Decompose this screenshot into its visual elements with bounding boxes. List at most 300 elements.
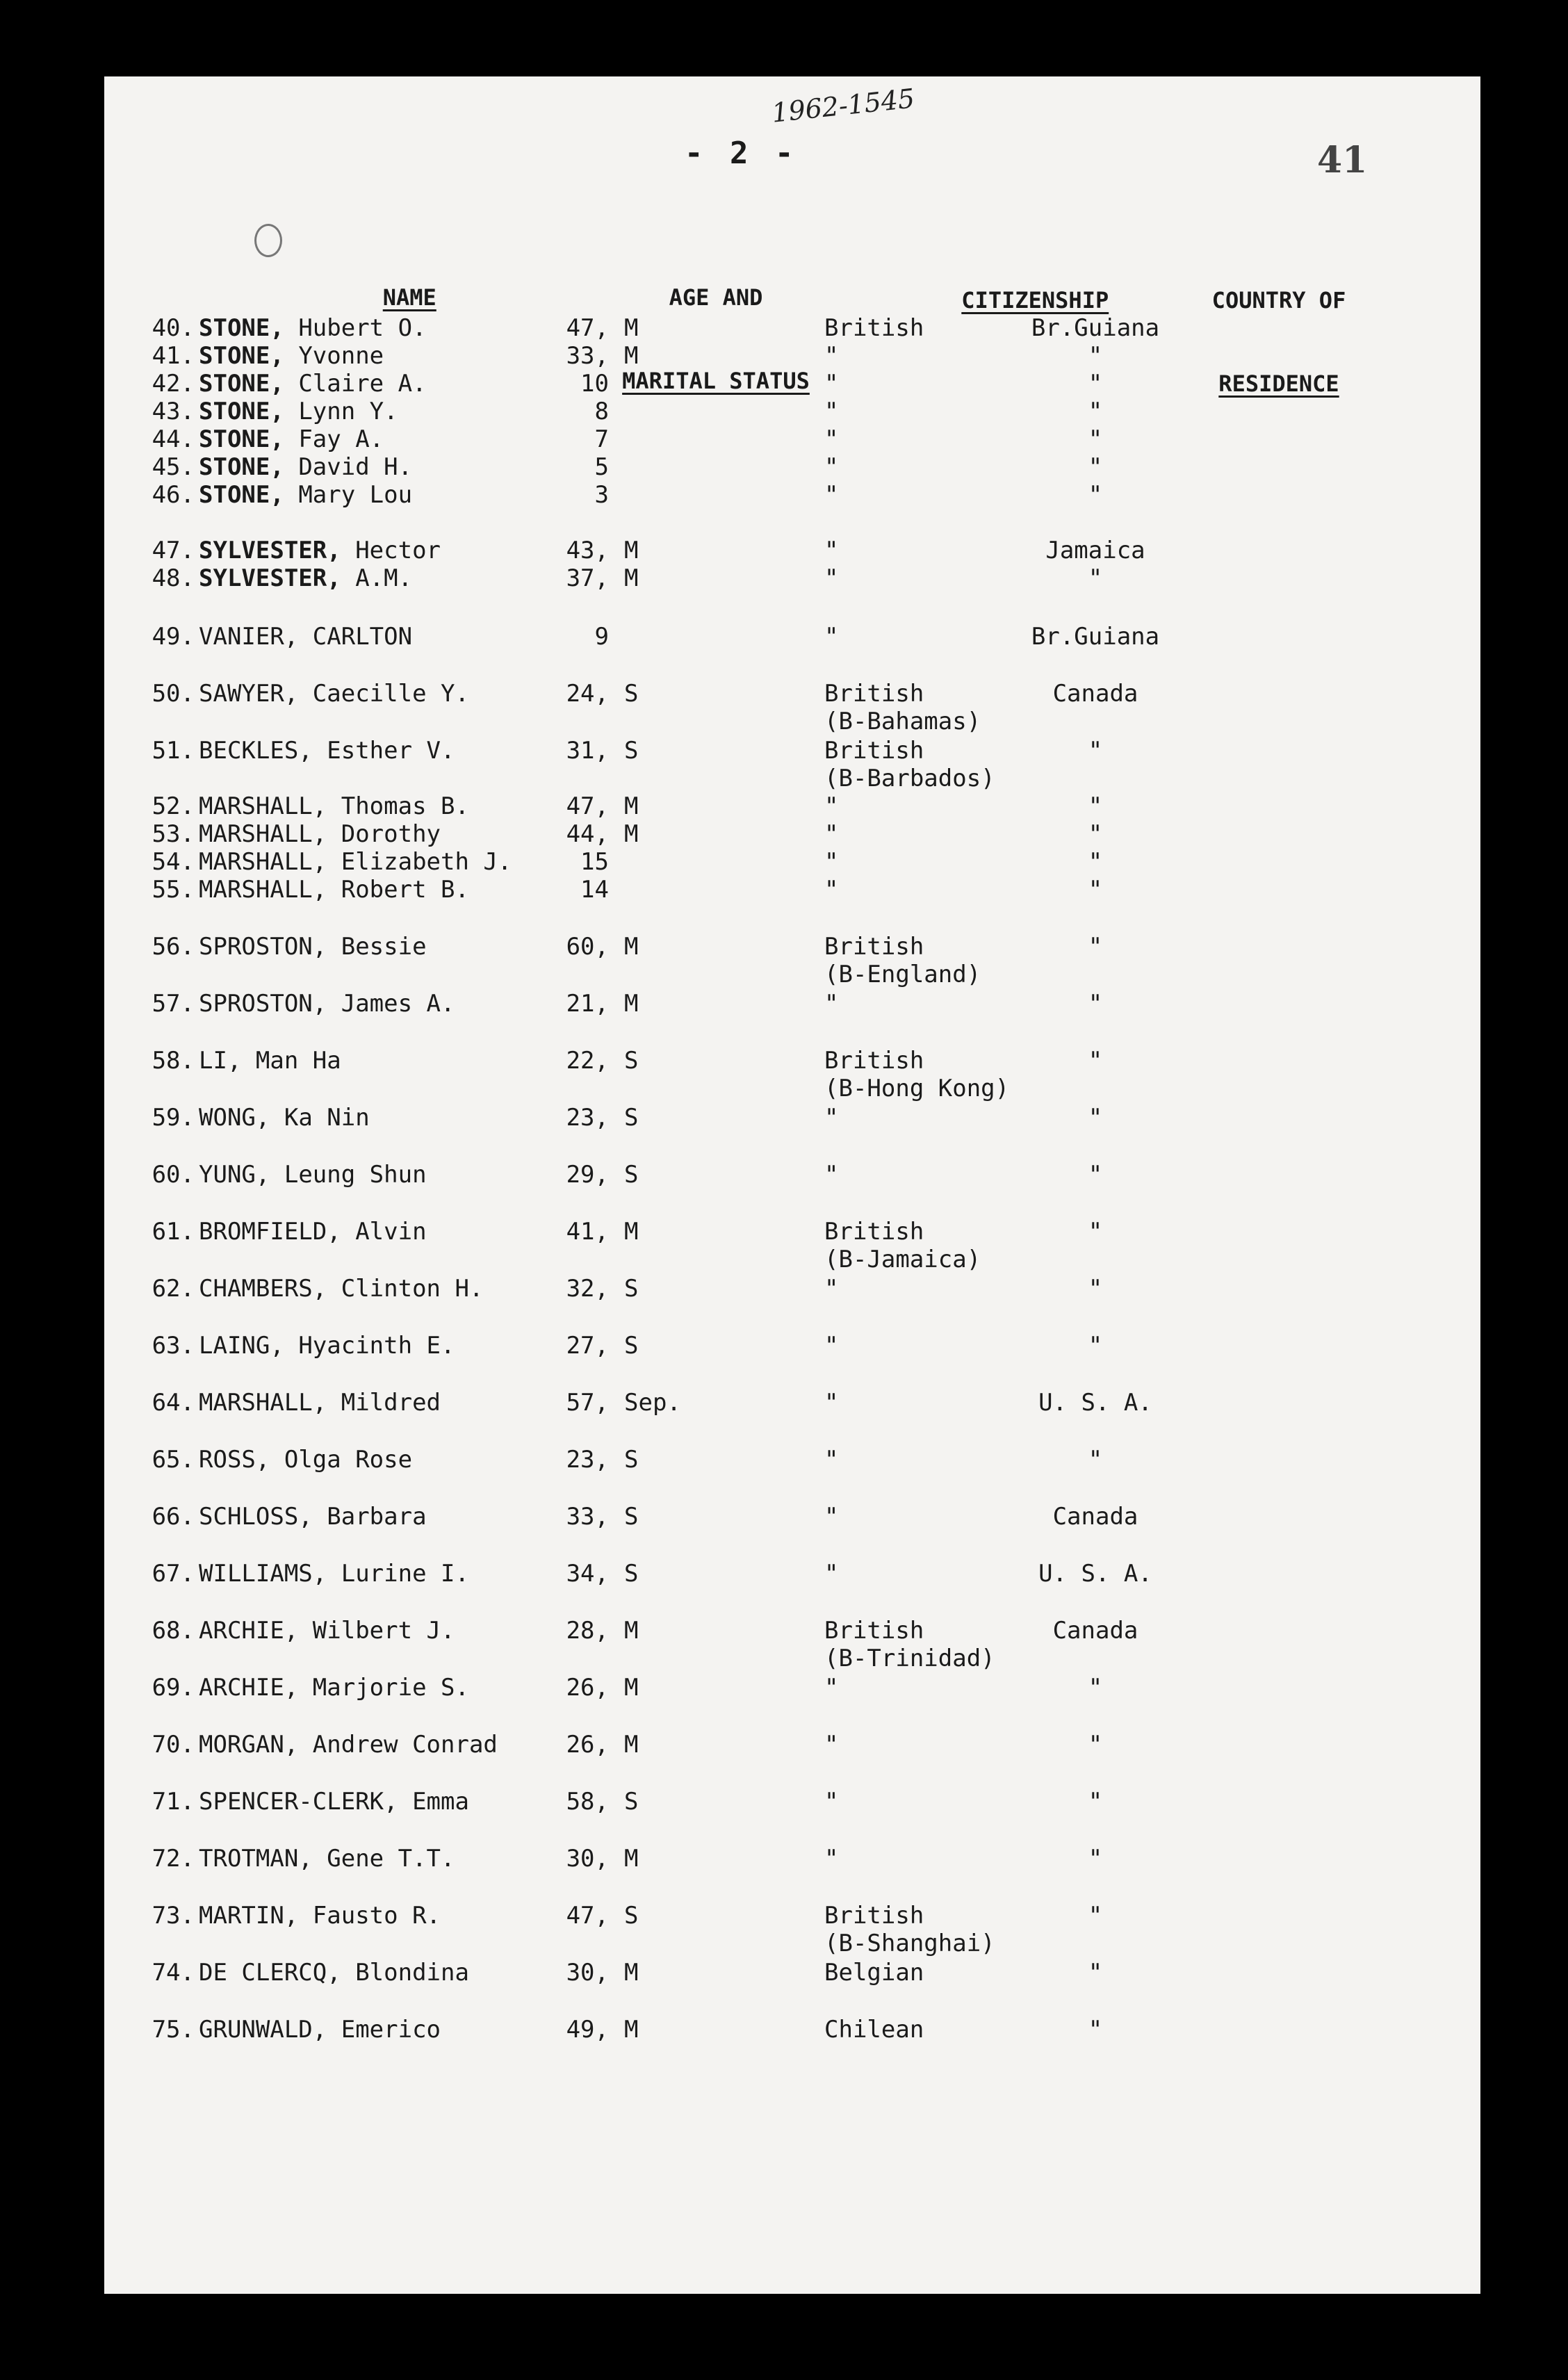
row-name xyxy=(199,314,427,342)
row-surname: CHAMBERS, xyxy=(199,1275,327,1303)
row-name xyxy=(199,737,455,765)
row-age: 28, xyxy=(566,1617,609,1645)
row-given-name: Lynn Y. xyxy=(298,398,398,425)
row-citizenship: " xyxy=(824,453,839,481)
row-number: 70. xyxy=(152,1731,195,1759)
row-given-name: Caecille Y. xyxy=(312,680,469,708)
row-name xyxy=(199,564,412,592)
row-number: 72. xyxy=(152,1845,195,1873)
row-surname: BECKLES, xyxy=(199,737,313,765)
row-given-name: Mildred xyxy=(341,1389,441,1417)
row-age: 43, xyxy=(566,537,609,564)
row-age: 33, xyxy=(566,1503,609,1531)
row-residence: Canada xyxy=(1052,680,1138,708)
row-citizenship: British xyxy=(824,933,924,961)
row-citizenship: " xyxy=(824,1503,839,1531)
row-number: 59. xyxy=(152,1104,195,1132)
row-name xyxy=(199,1845,455,1873)
row-citizenship-birthplace: (B-Barbados) xyxy=(824,765,995,792)
row-age: 47, xyxy=(566,1902,609,1930)
row-citizenship-birthplace: (B-Jamaica) xyxy=(824,1246,981,1273)
row-citizenship: " xyxy=(824,1788,839,1816)
row-number: 44. xyxy=(152,425,195,453)
row-given-name: Fay A. xyxy=(298,425,384,453)
row-citizenship-birthplace: (B-England) xyxy=(824,961,981,988)
row-residence: " xyxy=(1088,1161,1103,1189)
row-surname: LI, xyxy=(199,1047,242,1075)
row-surname: STONE, xyxy=(199,314,284,342)
row-marital-status: S xyxy=(624,1560,639,1588)
row-marital-status: M xyxy=(624,933,639,961)
row-given-name: Gene T.T. xyxy=(327,1845,455,1873)
row-residence: U. S. A. xyxy=(1038,1389,1152,1417)
row-number: 48. xyxy=(152,564,195,592)
row-citizenship: " xyxy=(824,1560,839,1588)
row-citizenship: " xyxy=(824,370,839,398)
row-citizenship: " xyxy=(824,1446,839,1474)
page-label: - 2 - xyxy=(685,136,798,171)
row-given-name: Wilbert J. xyxy=(312,1617,455,1645)
row-age: 5 xyxy=(594,453,609,481)
row-name xyxy=(199,1788,469,1816)
row-residence: " xyxy=(1088,876,1103,904)
table-row xyxy=(129,990,1380,1019)
row-given-name: James A. xyxy=(341,990,455,1018)
row-number: 55. xyxy=(152,876,195,904)
header-residence: COUNTRY OF RESIDENCE xyxy=(1211,287,1346,397)
row-surname: TROTMAN, xyxy=(199,1845,313,1873)
row-given-name: Fausto R. xyxy=(312,1902,441,1930)
row-given-name: David H. xyxy=(298,453,413,481)
page-number: 41 xyxy=(1317,139,1368,181)
row-given-name: Mary Lou xyxy=(298,481,413,509)
row-surname: MARSHALL, xyxy=(199,820,327,848)
row-marital-status: M xyxy=(624,820,639,848)
row-residence: " xyxy=(1088,933,1103,961)
row-citizenship: " xyxy=(824,481,839,509)
table-row xyxy=(129,623,1380,652)
row-name xyxy=(199,1731,498,1759)
row-number: 57. xyxy=(152,990,195,1018)
row-citizenship: " xyxy=(824,1389,839,1417)
row-residence: " xyxy=(1088,398,1103,425)
row-surname: SCHLOSS, xyxy=(199,1503,313,1531)
table-row xyxy=(129,792,1380,822)
row-given-name: Clinton H. xyxy=(341,1275,484,1303)
row-name xyxy=(199,848,512,876)
row-age: 60, xyxy=(566,933,609,961)
row-name xyxy=(199,1503,427,1531)
row-citizenship: " xyxy=(824,537,839,564)
row-citizenship: " xyxy=(824,398,839,425)
row-given-name: Alvin xyxy=(355,1218,427,1246)
row-citizenship: " xyxy=(824,792,839,820)
row-marital-status: M xyxy=(624,1218,639,1246)
row-given-name: Andrew Conrad xyxy=(312,1731,498,1759)
row-age: 33, xyxy=(566,342,609,370)
row-citizenship: " xyxy=(824,425,839,453)
row-residence: Canada xyxy=(1052,1503,1138,1531)
row-age: 3 xyxy=(594,481,609,509)
table-row xyxy=(129,1845,1380,1874)
row-number: 56. xyxy=(152,933,195,961)
row-age: 24, xyxy=(566,680,609,708)
row-marital-status: S xyxy=(624,1275,639,1303)
row-surname: SYLVESTER, xyxy=(199,564,341,592)
row-number: 62. xyxy=(152,1275,195,1303)
row-marital-status: M xyxy=(624,564,639,592)
row-name xyxy=(199,1617,455,1645)
table-row xyxy=(129,1218,1380,1273)
row-number: 68. xyxy=(152,1617,195,1645)
row-citizenship: " xyxy=(824,820,839,848)
row-given-name: Thomas B. xyxy=(341,792,469,820)
row-marital-status: S xyxy=(624,680,639,708)
row-residence: " xyxy=(1088,564,1103,592)
row-citizenship: British xyxy=(824,1902,924,1930)
row-surname: MARSHALL, xyxy=(199,848,327,876)
row-age: 23, xyxy=(566,1104,609,1132)
row-given-name: Lurine I. xyxy=(341,1560,469,1588)
row-age: 26, xyxy=(566,1731,609,1759)
row-number: 40. xyxy=(152,314,195,342)
row-age: 22, xyxy=(566,1047,609,1075)
table-row xyxy=(129,1275,1380,1304)
header-name: NAME xyxy=(382,284,436,311)
row-surname: MARTIN, xyxy=(199,1902,299,1930)
row-age: 49, xyxy=(566,2016,609,2044)
row-residence: " xyxy=(1088,1104,1103,1132)
row-citizenship: British xyxy=(824,737,924,765)
row-name xyxy=(199,1446,412,1474)
row-marital-status: M xyxy=(624,1959,639,1987)
row-age: 31, xyxy=(566,737,609,765)
row-age: 29, xyxy=(566,1161,609,1189)
table-row xyxy=(129,453,1380,482)
row-citizenship: " xyxy=(824,1104,839,1132)
table-row xyxy=(129,1503,1380,1532)
row-name xyxy=(199,481,412,509)
table-row xyxy=(129,1959,1380,1988)
row-number: 49. xyxy=(152,623,195,651)
row-age: 30, xyxy=(566,1845,609,1873)
row-marital-status: Sep. xyxy=(624,1389,681,1417)
row-residence: " xyxy=(1088,342,1103,370)
row-surname: WILLIAMS, xyxy=(199,1560,327,1588)
row-number: 75. xyxy=(152,2016,195,2044)
row-citizenship: " xyxy=(824,623,839,651)
row-given-name: Hubert O. xyxy=(298,314,427,342)
row-name xyxy=(199,680,469,708)
row-citizenship: British xyxy=(824,1617,924,1645)
handwritten-note: 1962-1545 xyxy=(770,83,917,129)
row-surname: ARCHIE, xyxy=(199,1617,299,1645)
row-number: 41. xyxy=(152,342,195,370)
row-given-name: Claire A. xyxy=(298,370,427,398)
row-number: 63. xyxy=(152,1332,195,1360)
row-number: 60. xyxy=(152,1161,195,1189)
row-number: 61. xyxy=(152,1218,195,1246)
passenger-table xyxy=(129,0,1380,2380)
row-marital-status: M xyxy=(624,1674,639,1702)
row-surname: YUNG, xyxy=(199,1161,270,1189)
row-marital-status: M xyxy=(624,342,639,370)
row-number: 65. xyxy=(152,1446,195,1474)
row-surname: DE CLERCQ, xyxy=(199,1959,341,1987)
row-number: 71. xyxy=(152,1788,195,1816)
table-row xyxy=(129,933,1380,988)
row-surname: STONE, xyxy=(199,398,284,425)
row-citizenship: " xyxy=(824,564,839,592)
row-name xyxy=(199,1902,441,1930)
row-residence: " xyxy=(1088,848,1103,876)
row-age: 47, xyxy=(566,314,609,342)
row-number: 47. xyxy=(152,537,195,564)
row-citizenship-birthplace: (B-Trinidad) xyxy=(824,1645,995,1672)
row-residence: " xyxy=(1088,1674,1103,1702)
row-age: 58, xyxy=(566,1788,609,1816)
row-surname: SPROSTON, xyxy=(199,933,327,961)
row-marital-status: M xyxy=(624,1617,639,1645)
row-number: 53. xyxy=(152,820,195,848)
row-number: 46. xyxy=(152,481,195,509)
row-citizenship-birthplace: (B-Shanghai) xyxy=(824,1930,995,1957)
row-number: 51. xyxy=(152,737,195,765)
row-surname: SYLVESTER, xyxy=(199,537,341,564)
row-given-name: Bessie xyxy=(341,933,427,961)
row-given-name: Ka Nin xyxy=(284,1104,370,1132)
row-citizenship: " xyxy=(824,1845,839,1873)
row-citizenship: " xyxy=(824,876,839,904)
row-citizenship: " xyxy=(824,990,839,1018)
row-given-name: Barbara xyxy=(327,1503,427,1531)
row-surname: STONE, xyxy=(199,481,284,509)
row-residence: U. S. A. xyxy=(1038,1560,1152,1588)
row-residence: " xyxy=(1088,1902,1103,1930)
row-marital-status: S xyxy=(624,1161,639,1189)
row-surname: WONG, xyxy=(199,1104,270,1132)
row-residence: " xyxy=(1088,1275,1103,1303)
table-row xyxy=(129,820,1380,849)
row-marital-status: M xyxy=(624,1731,639,1759)
row-given-name: Esther V. xyxy=(327,737,455,765)
row-age: 41, xyxy=(566,1218,609,1246)
row-citizenship: Belgian xyxy=(824,1959,924,1987)
row-marital-status: S xyxy=(624,1332,639,1360)
row-number: 69. xyxy=(152,1674,195,1702)
row-name xyxy=(199,1332,455,1360)
row-residence: " xyxy=(1088,1959,1103,1987)
row-citizenship: Chilean xyxy=(824,2016,924,2044)
row-age: 57, xyxy=(566,1389,609,1417)
row-marital-status: S xyxy=(624,1503,639,1531)
row-age: 32, xyxy=(566,1275,609,1303)
row-name xyxy=(199,876,469,904)
row-number: 66. xyxy=(152,1503,195,1531)
row-marital-status: M xyxy=(624,537,639,564)
row-name xyxy=(199,792,469,820)
table-row xyxy=(129,876,1380,905)
row-age: 27, xyxy=(566,1332,609,1360)
row-name xyxy=(199,820,441,848)
row-name xyxy=(199,1104,370,1132)
row-number: 58. xyxy=(152,1047,195,1075)
row-citizenship: " xyxy=(824,1332,839,1360)
row-citizenship: " xyxy=(824,1161,839,1189)
row-number: 67. xyxy=(152,1560,195,1588)
row-residence: " xyxy=(1088,1332,1103,1360)
row-surname: VANIER, xyxy=(199,623,299,651)
row-citizenship: British xyxy=(824,680,924,708)
row-residence: " xyxy=(1088,370,1103,398)
row-surname: MARSHALL, xyxy=(199,1389,327,1417)
row-given-name: Yvonne xyxy=(298,342,384,370)
row-age: 7 xyxy=(594,425,609,453)
row-name xyxy=(199,1389,441,1417)
row-age: 26, xyxy=(566,1674,609,1702)
row-age: 21, xyxy=(566,990,609,1018)
row-given-name: CARLTON xyxy=(312,623,413,651)
row-given-name: Olga Rose xyxy=(284,1446,413,1474)
row-name xyxy=(199,1275,483,1303)
row-given-name: Marjorie S. xyxy=(312,1674,469,1702)
row-name xyxy=(199,537,441,564)
row-name xyxy=(199,623,412,651)
row-residence: " xyxy=(1088,2016,1103,2044)
table-row xyxy=(129,1047,1380,1102)
row-given-name: Hyacinth E. xyxy=(298,1332,455,1360)
row-name xyxy=(199,1161,427,1189)
row-name xyxy=(199,1218,427,1246)
row-given-name: A.M. xyxy=(355,564,413,592)
row-surname: MARSHALL, xyxy=(199,876,327,904)
row-name xyxy=(199,342,384,370)
row-marital-status: S xyxy=(624,1788,639,1816)
row-number: 64. xyxy=(152,1389,195,1417)
row-residence: " xyxy=(1088,990,1103,1018)
row-name xyxy=(199,1959,469,1987)
header-age-marital: AGE AND MARITAL STATUS xyxy=(622,284,810,394)
row-surname: STONE, xyxy=(199,453,284,481)
row-surname: ROSS, xyxy=(199,1446,270,1474)
table-row xyxy=(129,2016,1380,2045)
row-citizenship: British xyxy=(824,314,924,342)
table-row xyxy=(129,737,1380,792)
row-marital-status: M xyxy=(624,314,639,342)
row-given-name: Robert B. xyxy=(341,876,469,904)
row-marital-status: S xyxy=(624,737,639,765)
row-residence: " xyxy=(1088,1788,1103,1816)
row-citizenship-birthplace: (B-Bahamas) xyxy=(824,708,981,735)
row-residence: Br.Guiana xyxy=(1031,314,1160,342)
row-name xyxy=(199,398,398,425)
row-name xyxy=(199,1047,341,1075)
row-surname: MORGAN, xyxy=(199,1731,299,1759)
table-row xyxy=(129,537,1380,566)
table-row xyxy=(129,481,1380,510)
table-row xyxy=(129,680,1380,735)
table-row xyxy=(129,314,1380,343)
row-residence: " xyxy=(1088,820,1103,848)
table-row xyxy=(129,1446,1380,1475)
row-marital-status: M xyxy=(624,990,639,1018)
row-age: 23, xyxy=(566,1446,609,1474)
row-residence: Canada xyxy=(1052,1617,1138,1645)
row-number: 74. xyxy=(152,1959,195,1987)
table-row xyxy=(129,1161,1380,1190)
table-row xyxy=(129,370,1380,399)
row-given-name: Leung Shun xyxy=(284,1161,427,1189)
row-surname: SPROSTON, xyxy=(199,990,327,1018)
row-age: 10 xyxy=(580,370,609,398)
row-marital-status: S xyxy=(624,1104,639,1132)
row-marital-status: S xyxy=(624,1047,639,1075)
row-age: 44, xyxy=(566,820,609,848)
row-surname: STONE, xyxy=(199,370,284,398)
table-row xyxy=(129,848,1380,877)
table-row xyxy=(129,1104,1380,1133)
row-given-name: Man Ha xyxy=(255,1047,341,1075)
row-citizenship-birthplace: (B-Hong Kong) xyxy=(824,1075,1010,1102)
table-row xyxy=(129,1788,1380,1817)
row-number: 43. xyxy=(152,398,195,425)
row-residence: " xyxy=(1088,1731,1103,1759)
table-row xyxy=(129,564,1380,594)
row-age: 47, xyxy=(566,792,609,820)
row-age: 37, xyxy=(566,564,609,592)
row-age: 8 xyxy=(594,398,609,425)
row-surname: LAING, xyxy=(199,1332,284,1360)
row-marital-status: M xyxy=(624,1845,639,1873)
row-surname: STONE, xyxy=(199,425,284,453)
row-residence: " xyxy=(1088,481,1103,509)
row-surname: GRUNWALD, xyxy=(199,2016,327,2044)
row-name xyxy=(199,370,427,398)
row-citizenship: British xyxy=(824,1218,924,1246)
row-name xyxy=(199,990,455,1018)
row-surname: STONE, xyxy=(199,342,284,370)
row-marital-status: S xyxy=(624,1446,639,1474)
row-given-name: Emerico xyxy=(341,2016,441,2044)
row-surname: SPENCER-CLERK, xyxy=(199,1788,398,1816)
table-row xyxy=(129,425,1380,455)
row-given-name: Dorothy xyxy=(341,820,441,848)
row-residence: " xyxy=(1088,453,1103,481)
table-row xyxy=(129,398,1380,427)
row-citizenship: " xyxy=(824,1731,839,1759)
row-residence: " xyxy=(1088,737,1103,765)
row-number: 45. xyxy=(152,453,195,481)
table-row xyxy=(129,1731,1380,1760)
row-name xyxy=(199,1674,469,1702)
row-residence: Br.Guiana xyxy=(1031,623,1160,651)
row-citizenship: British xyxy=(824,1047,924,1075)
row-number: 73. xyxy=(152,1902,195,1930)
row-number: 52. xyxy=(152,792,195,820)
row-age: 14 xyxy=(580,876,609,904)
row-residence: " xyxy=(1088,1446,1103,1474)
row-name xyxy=(199,2016,441,2044)
row-number: 50. xyxy=(152,680,195,708)
row-surname: SAWYER, xyxy=(199,680,299,708)
row-given-name: Blondina xyxy=(355,1959,469,1987)
table-row xyxy=(129,1902,1380,1957)
table-row xyxy=(129,342,1380,371)
row-name xyxy=(199,933,427,961)
row-given-name: Hector xyxy=(355,537,441,564)
table-row xyxy=(129,1560,1380,1589)
row-citizenship: " xyxy=(824,1674,839,1702)
